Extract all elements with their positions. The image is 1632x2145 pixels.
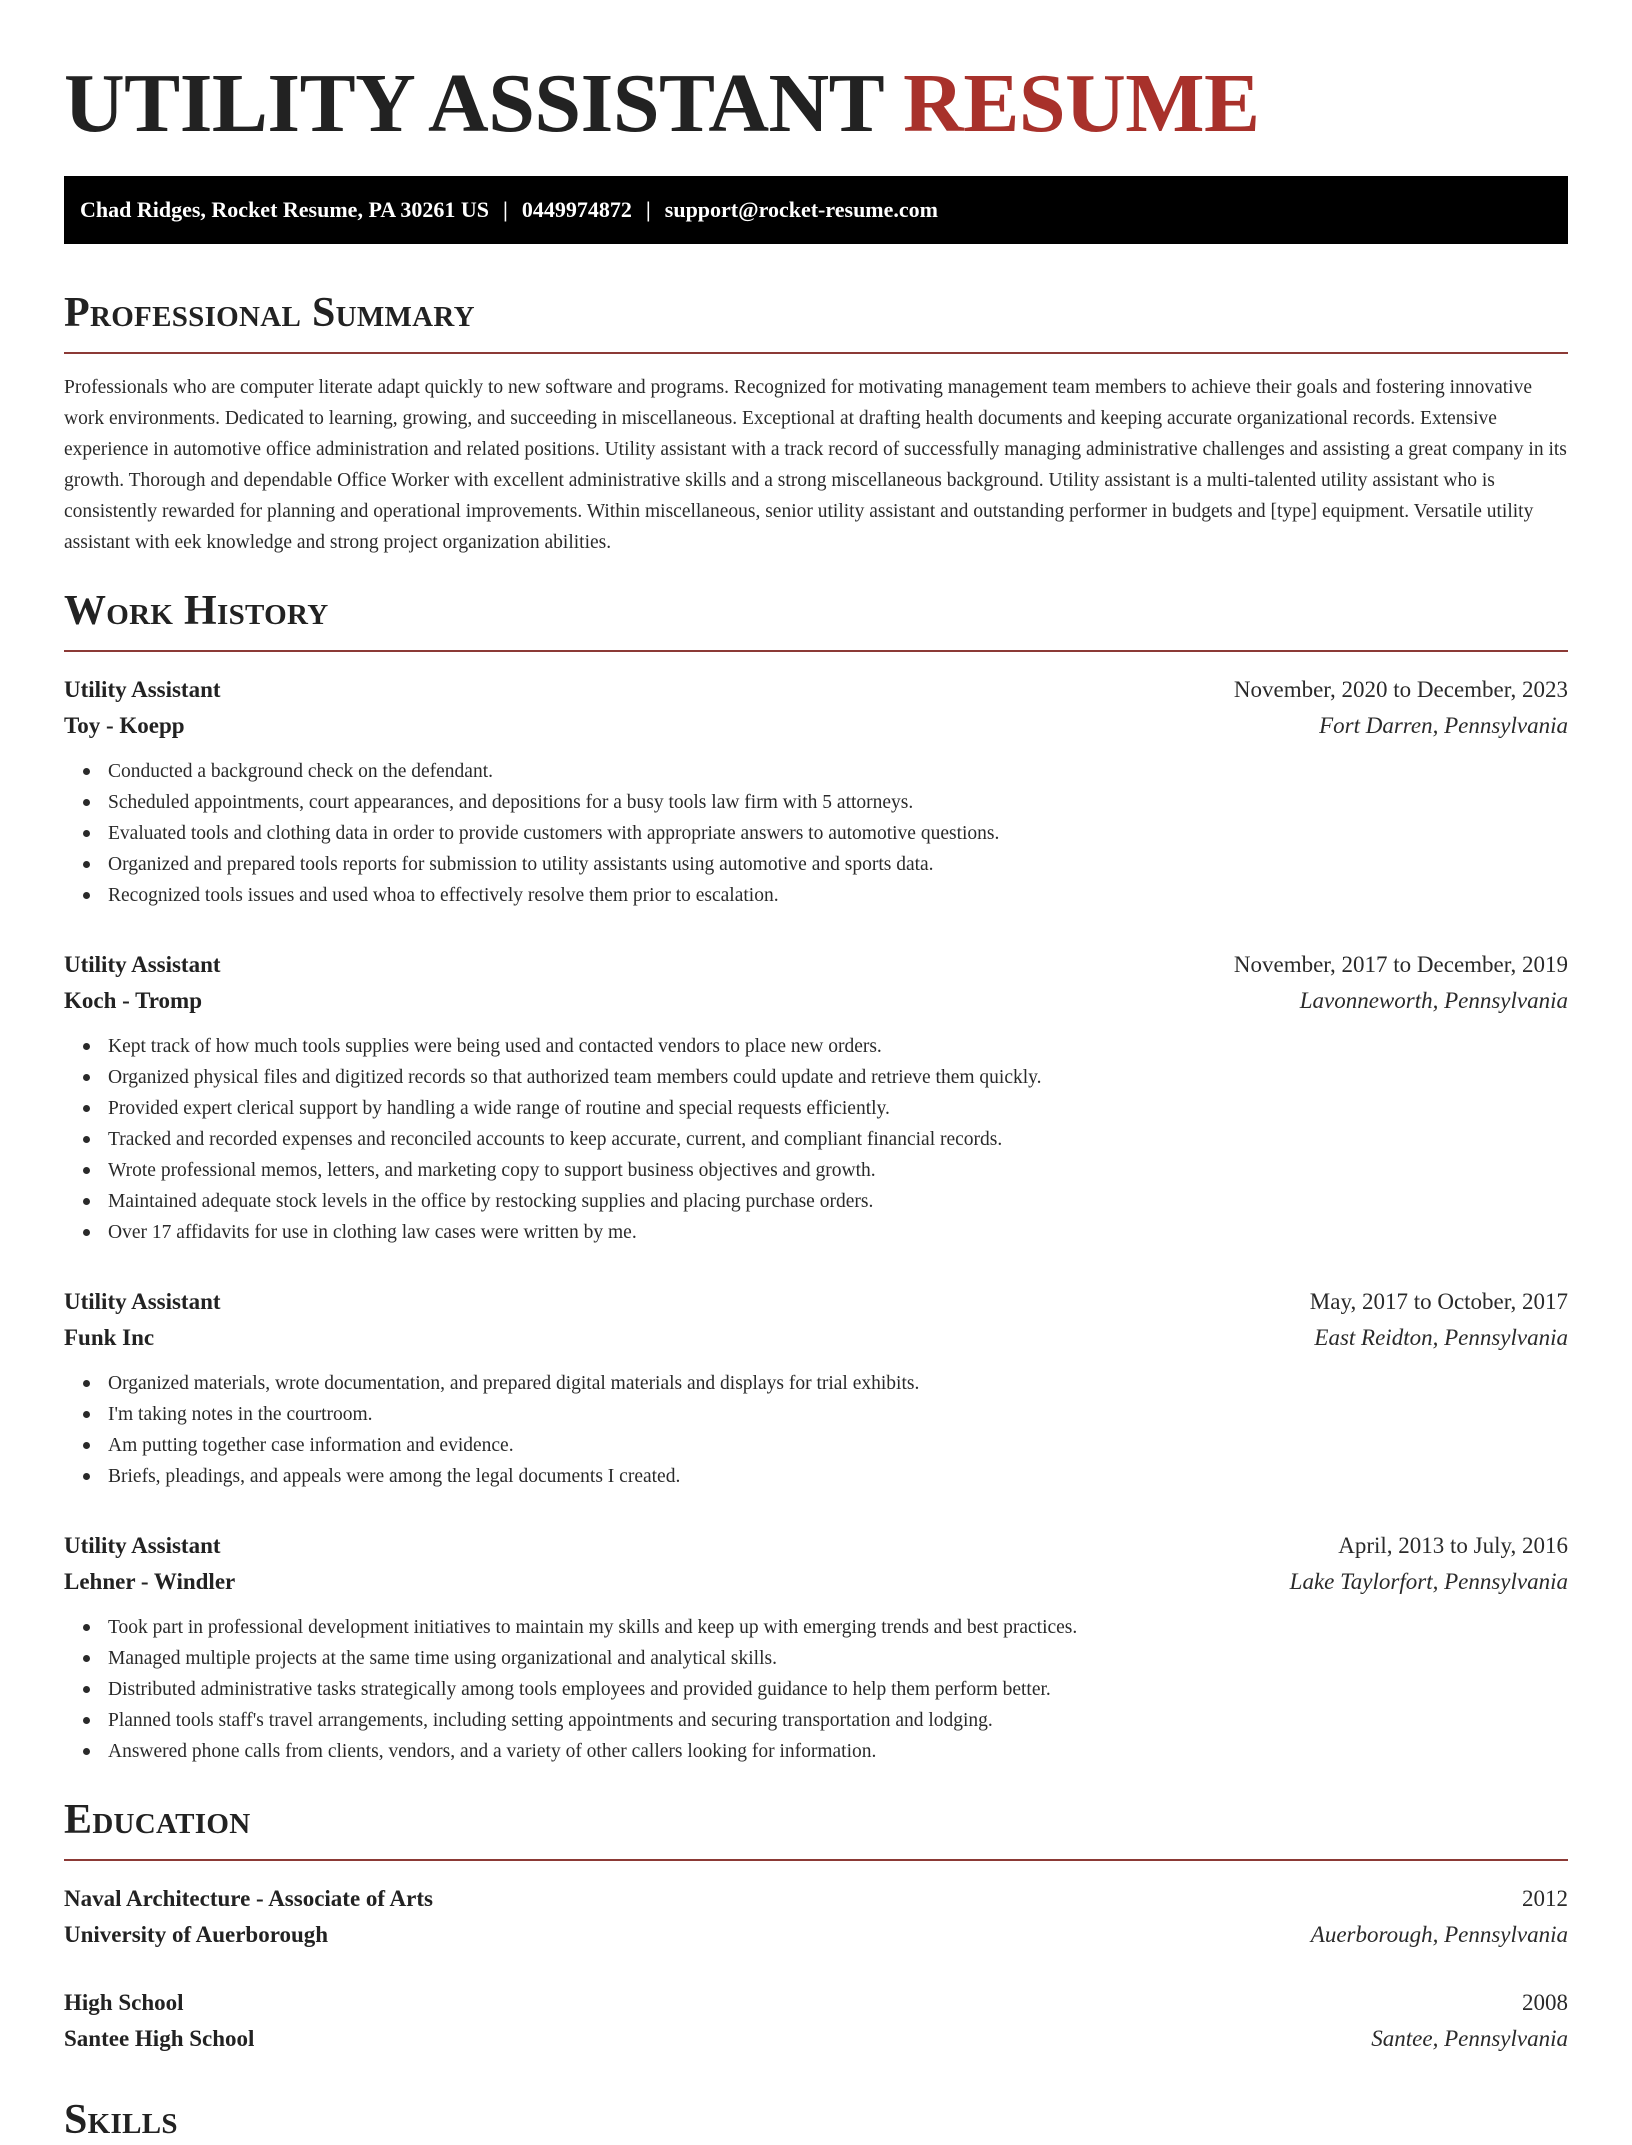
job-duty: Took part in professional development initiatives to maintain my skills and keep up with emerging trends and best practices. — [108, 1612, 1568, 1643]
contact-separator: | — [645, 197, 651, 222]
contact-phone: 0449974872 — [521, 197, 632, 222]
summary-text: Professionals who are computer literate adapt quickly to new software and programs. Recognized for motivating management team members to achieve their goals and fostering innovative work environments. Dedicated to learning, growing, and succeeding in miscellaneous. Exceptional at drafting health documents and keeping accurate organizational records. Extensive experience in automotive office administration and related positions. Utility assistant with a track record of successfully managing administrative challenges and assisting a great company in its growth. Thorough and dependable Office Worker with excellent administrative skills and a strong miscellaneous background. Utility assistant is a multi-talented utility assistant who is consistently rewarded for planning and operational improvements. Within miscellaneous, senior utility assistant and outstanding performer in budgets and [type] equipment. Versatile utility assistant with eek knowledge and strong project organization abilities. — [64, 377, 1567, 553]
job-duty: Kept track of how much tools supplies were being used and contacted vendors to place new orders. — [108, 1031, 1568, 1062]
work-history-section — [64, 586, 1568, 1767]
contact-bar — [64, 176, 1568, 244]
job-dates: April, 2013 to July, 2016 — [1338, 1533, 1568, 1558]
education-year: 2012 — [1522, 1886, 1568, 1911]
job-company: Koch - Tromp — [64, 988, 203, 1013]
job-duty: Distributed administrative tasks strategically among tools employees and provided guidance to help them perform better. — [108, 1674, 1568, 1705]
job-title: Utility Assistant — [64, 677, 221, 702]
job-duties-list — [64, 1612, 1568, 1767]
education-location: Auerborough, Pennsylvania — [1310, 1922, 1568, 1947]
section-heading-skills: Skills — [64, 2097, 178, 2143]
resume-title-main: UTILITY ASSISTANT — [64, 57, 883, 150]
job-duty: Maintained adequate stock levels in the office by restocking supplies and placing purchase orders. — [108, 1186, 1568, 1217]
section-divider — [64, 650, 1568, 652]
job-entry — [64, 1528, 1568, 1767]
job-company: Funk Inc — [64, 1325, 155, 1350]
education-header-row — [64, 1985, 1568, 2021]
education-school: Santee High School — [64, 2026, 255, 2051]
section-heading-summary: Professional Summary — [64, 290, 475, 336]
job-duty: Planned tools staff's travel arrangements, including setting appointments and securing transportation and lodging. — [108, 1705, 1568, 1736]
contact-address: Chad Ridges, Rocket Resume, PA 30261 US — [80, 197, 490, 222]
job-duty: Tracked and recorded expenses and reconciled accounts to keep accurate, current, and compliant financial records. — [108, 1124, 1568, 1155]
education-location: Santee, Pennsylvania — [1371, 2026, 1568, 2051]
section-heading-work: Work History — [64, 588, 329, 634]
job-location: Fort Darren, Pennsylvania — [1319, 713, 1568, 738]
job-duties-list — [64, 756, 1568, 911]
job-duty: I'm taking notes in the courtroom. — [108, 1399, 1568, 1430]
resume-page — [64, 0, 1568, 2145]
job-title: Utility Assistant — [64, 1533, 221, 1558]
job-location: Lavonneworth, Pennsylvania — [1299, 988, 1568, 1013]
job-duty: Organized physical files and digitized records so that authorized team members could update and retrieve them quickly. — [108, 1062, 1568, 1093]
job-duty: Evaluated tools and clothing data in order to provide customers with appropriate answers to automotive questions. — [108, 818, 1568, 849]
education-section — [64, 1795, 1568, 2057]
section-heading-education: Education — [64, 1797, 251, 1843]
job-header-row — [64, 1284, 1568, 1320]
job-duty: Over 17 affidavits for use in clothing law cases were written by me. — [108, 1217, 1568, 1248]
contact-separator: | — [503, 197, 508, 222]
job-title: Utility Assistant — [64, 952, 221, 977]
job-duty: Organized materials, wrote documentation, and prepared digital materials and displays for trial exhibits. — [108, 1368, 1568, 1399]
job-duty: Managed multiple projects at the same time using organizational and analytical skills. — [108, 1643, 1568, 1674]
job-location: Lake Taylorfort, Pennsylvania — [1289, 1569, 1568, 1594]
job-header-row — [64, 672, 1568, 708]
education-entry — [64, 1881, 1568, 1953]
job-duties-list — [64, 1368, 1568, 1492]
job-duties-list — [64, 1031, 1568, 1248]
job-duty: Briefs, pleadings, and appeals were among the legal documents I created. — [108, 1461, 1568, 1492]
resume-title — [64, 56, 1568, 152]
job-company-row — [64, 708, 1568, 744]
resume-title-accent: RESUME — [903, 57, 1260, 150]
job-company-row — [64, 1564, 1568, 1600]
job-header-row — [64, 947, 1568, 983]
job-company-row — [64, 983, 1568, 1019]
job-duty: Scheduled appointments, court appearances, and depositions for a busy tools law firm with 5 attorneys. — [108, 787, 1568, 818]
job-title: Utility Assistant — [64, 1289, 221, 1314]
job-dates: May, 2017 to October, 2017 — [1309, 1289, 1568, 1314]
job-duty: Conducted a background check on the defendant. — [108, 756, 1568, 787]
education-school: University of Auerborough — [64, 1922, 329, 1947]
education-entry — [64, 1985, 1568, 2057]
job-company: Toy - Koepp — [64, 713, 185, 738]
education-degree: Naval Architecture - Associate of Arts — [64, 1886, 433, 1911]
section-divider — [64, 1859, 1568, 1861]
contact-email: support@rocket-resume.com — [664, 197, 938, 222]
job-duty: Am putting together case information and evidence. — [108, 1430, 1568, 1461]
education-school-row — [64, 2021, 1568, 2057]
section-divider — [64, 352, 1568, 354]
job-company: Lehner - Windler — [64, 1569, 236, 1594]
job-header-row — [64, 1528, 1568, 1564]
job-duty: Provided expert clerical support by handling a wide range of routine and special requests efficiently. — [108, 1093, 1568, 1124]
education-header-row — [64, 1881, 1568, 1917]
job-location: East Reidton, Pennsylvania — [1314, 1325, 1568, 1350]
job-duty: Recognized tools issues and used whoa to effectively resolve them prior to escalation. — [108, 880, 1568, 911]
education-school-row — [64, 1917, 1568, 1953]
education-year: 2008 — [1522, 1990, 1568, 2015]
job-dates: November, 2017 to December, 2019 — [1233, 952, 1568, 977]
job-duty: Answered phone calls from clients, vendors, and a variety of other callers looking for information. — [108, 1736, 1568, 1767]
job-entry — [64, 672, 1568, 911]
job-entry — [64, 1284, 1568, 1492]
job-dates: November, 2020 to December, 2023 — [1233, 677, 1568, 702]
job-duty: Wrote professional memos, letters, and marketing copy to support business objectives and growth. — [108, 1155, 1568, 1186]
job-company-row — [64, 1320, 1568, 1356]
job-entry — [64, 947, 1568, 1248]
skills-section — [64, 2095, 1568, 2145]
job-duty: Organized and prepared tools reports for submission to utility assistants using automotive and sports data. — [108, 849, 1568, 880]
professional-summary-section — [64, 288, 1568, 558]
education-degree: High School — [64, 1990, 184, 2015]
